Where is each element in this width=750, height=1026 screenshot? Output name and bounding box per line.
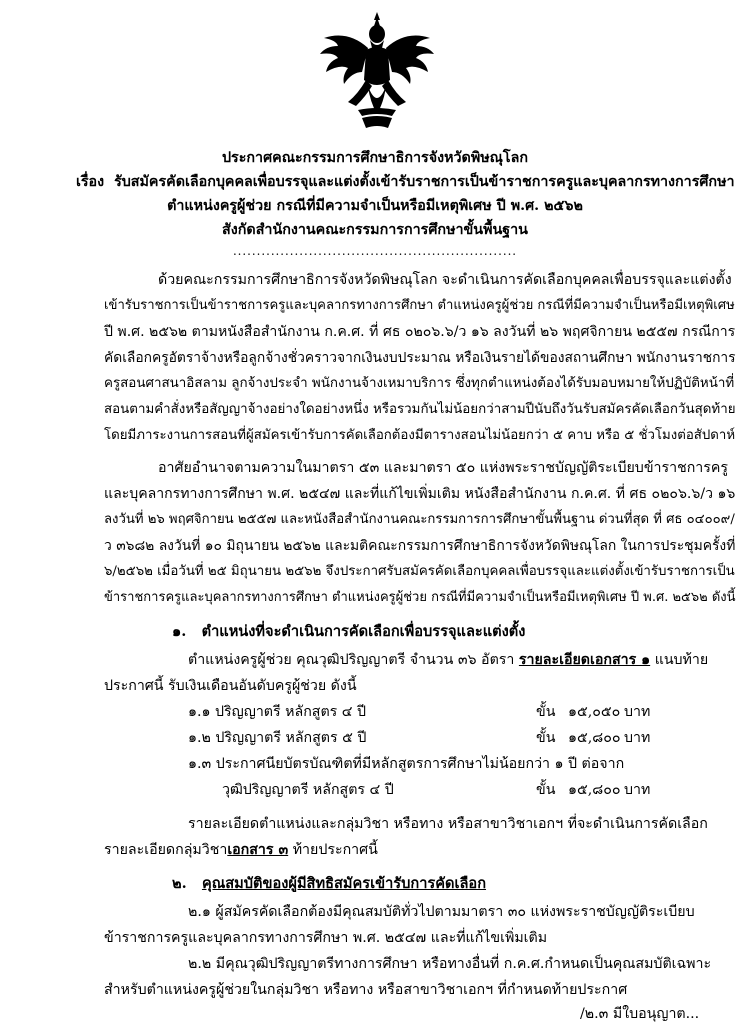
- section-1-number: ๑.: [172, 623, 187, 640]
- para2-line: อาศัยอำนาจตามความในมาตรา ๕๓ และมาตรา ๕๐ แห่งพระราชบัญญัติระเบียบข้าราชการครู: [158, 460, 728, 476]
- para2-line: ข้าราชการครูและบุคลากรทางการศึกษา ตำแหน่งครูผู้ช่วย กรณีที่มีความจำเป็นหรือมีเหตุพิเศษ ปี พ.ศ. ๒๕๖๒ ดังนี้: [104, 590, 736, 605]
- subject-line: [76, 172, 735, 192]
- section-2-item-2: ๒.๒ มีคุณวุฒิปริญญาตรีทางการศึกษา หรือทางอื่นที่ ก.ค.ศ.กำหนดเป็นคุณสมบัติเฉพาะ: [188, 956, 712, 972]
- para1-line: ครูสอนศาสนาอิสลาม ลูกจ้างประจำ พนักงานจ้างเหมาบริการ ซึ่งทุกตำแหน่งต้องได้รับมอบหมายให้ปฏิบัติหน้าที่: [104, 376, 735, 391]
- garuda-emblem-icon: [318, 10, 436, 132]
- salary-amount: ๑๕,๘๐๐: [568, 782, 621, 798]
- section-1-heading: [172, 622, 525, 642]
- position-count-text: ตำแหน่งครูผู้ช่วย คุณวุฒิปริญญาตรี จำนวน ๓๖ อัตรา: [188, 652, 515, 668]
- page-continued-marker: /๒.๓ มีใบอนุญาต...: [580, 1006, 700, 1022]
- section-2-title: คุณสมบัติของผู้มีสิทธิสมัครเข้ารับการคัดเลือก: [201, 875, 487, 892]
- salary-step: ขั้น: [536, 704, 556, 720]
- subject-text: รับสมัครคัดเลือกบุคคลเพื่อบรรจุและแต่งตั้งเข้ารับราชการเป็นข้าราชการครูและบุคลากรทางการศึกษา: [114, 174, 735, 190]
- salary-amount: ๑๕,๘๐๐: [568, 730, 621, 746]
- salary-unit: บาท: [624, 782, 651, 798]
- salary-item-label-cont: วุฒิปริญญาตรี หลักสูตร ๔ ปี: [222, 782, 394, 798]
- document-1-link[interactable]: รายละเอียดเอกสาร ๑: [518, 652, 651, 668]
- para1-line: โดยมีภาระงานการสอนที่ผู้สมัครเข้ารับการคัดเลือกต้องมีตารางสอนไม่น้อยกว่า ๕ คาบ หรือ ๕ ชั่วโมงต่อสัปดาห์: [104, 428, 736, 443]
- section-1-detail-line: รายละเอียดตำแหน่งและกลุ่มวิชา หรือทาง หรือสาขาวิชาเอกฯ ที่จะดำเนินการคัดเลือก: [188, 816, 708, 832]
- attached-text: แนบท้าย: [654, 652, 709, 668]
- section-2-item-1-cont: ข้าราชการครูและบุคลากรทางการศึกษา พ.ศ. ๒๕๔๗ และที่แก้ไขเพิ่มเติม: [104, 930, 548, 946]
- para2-line: ว ๓๖๘๒ ลงวันที่ ๑๐ มิถุนายน ๒๕๖๒ และมติคณะกรรมการศึกษาธิการจังหวัดพิษณุโลก ในการประชุมครั้งที่: [104, 538, 736, 554]
- para1-line: สอนตามคำสั่งหรือสัญญาจ้างอย่างใดอย่างหนึ่ง หรือรวมกันไม่น้อยกว่าสามปีนับถึงวันรับสมัครคัดเลือกวันสุดท้าย: [104, 402, 736, 417]
- agency-title: สังกัดสำนักงานคณะกรรมการการศึกษาขั้นพื้นฐาน: [222, 222, 528, 238]
- salary-unit: บาท: [624, 704, 651, 720]
- detail-suffix: ท้ายประกาศนี้: [292, 842, 378, 858]
- salary-item-label: ๑.๑ ปริญญาตรี หลักสูตร ๔ ปี: [188, 704, 367, 720]
- detail-prefix: รายละเอียดกลุ่มวิชา: [104, 842, 228, 858]
- section-2-item-1: ๒.๑ ผู้สมัครคัดเลือกต้องมีคุณสมบัติทั่วไปตามมาตรา ๓๐ แห่งพระราชบัญญัติระเบียบ: [188, 904, 695, 920]
- document-3-link[interactable]: เอกสาร ๓: [227, 842, 289, 858]
- para2-line: และบุคลากรทางการศึกษา พ.ศ. ๒๕๔๗ และที่แก้ไขเพิ่มเติม หนังสือสำนักงาน ก.ค.ศ. ที่ ศธ ๐๒๐๖.๖/ว ๑๖: [104, 486, 736, 502]
- salary-unit: บาท: [624, 730, 651, 746]
- salary-intro: ประกาศนี้ รับเงินเดือนอันดับครูผู้ช่วย ดังนี้: [104, 678, 357, 694]
- section-1-title: ตำแหน่งที่จะดำเนินการคัดเลือกเพื่อบรรจุและแต่งตั้ง: [201, 623, 526, 640]
- section-2-number: ๒.: [172, 875, 187, 892]
- announcement-title: ประกาศคณะกรรมการศึกษาธิการจังหวัดพิษณุโลก: [221, 150, 529, 166]
- salary-step: ขั้น: [536, 730, 556, 746]
- para2-line: ลงวันที่ ๒๖ พฤศจิกายน ๒๕๕๗ และหนังสือสำนักงานคณะกรรมการการศึกษาขั้นพื้นฐาน ด่วนที่สุด ที่ ศธ ๐๔๐๐๙/: [104, 512, 735, 527]
- salary-item-label: ๑.๓ ประกาศนียบัตรบัณฑิตที่มีหลักสูตรการศึกษาไม่น้อยกว่า ๑ ปี ต่อจาก: [188, 756, 625, 772]
- salary-amount: ๑๕,๐๕๐: [568, 704, 621, 720]
- para1-line: ปี พ.ศ. ๒๕๖๒ ตามหนังสือสำนักงาน ก.ค.ศ. ที่ ศธ ๐๒๐๖.๖/ว ๑๖ ลงวันที่ ๒๖ พฤศจิกายน ๒๕๕๗ กรณีการ: [104, 324, 736, 340]
- section-1-position-line: [188, 650, 708, 670]
- section-2-item-2-cont: สำหรับตำแหน่งครูผู้ช่วยในกลุ่มวิชา หรือทาง หรือสาขาวิชาเอกฯ ที่กำหนดท้ายประกาศ: [104, 982, 628, 998]
- salary-item-label: ๑.๒ ปริญญาตรี หลักสูตร ๕ ปี: [188, 730, 367, 746]
- para1-line: เข้ารับราชการเป็นข้าราชการครูและบุคลากรทางการศึกษา ตำแหน่งครูผู้ช่วย กรณีที่มีความจำเป็นหรือมีเหตุพิเศษ: [104, 298, 735, 313]
- para2-line: ๖/๒๕๖๒ เมื่อวันที่ ๒๕ มิถุนายน ๒๕๖๒ จึงประกาศรับสมัครคัดเลือกบุคคลเพื่อบรรจุและแต่งตั้งเข้ารับราชการเป็น: [104, 564, 735, 579]
- header-separator: ............................................................: [232, 244, 518, 258]
- section-2-heading: [172, 874, 486, 894]
- position-title: ตำแหน่งครูผู้ช่วย กรณีที่มีความจำเป็นหรือมีเหตุพิเศษ ปี พ.ศ. ๒๕๖๒: [167, 198, 583, 214]
- para1-line: ด้วยคณะกรรมการศึกษาธิการจังหวัดพิษณุโลก จะดำเนินการคัดเลือกบุคคลเพื่อบรรจุและแต่งตั้ง: [158, 272, 732, 288]
- para1-line: คัดเลือกครูอัตราจ้างหรือลูกจ้างชั่วคราวจากเงินงบประมาณ หรือเงินรายได้ของสถานศึกษา พนักงานราชการ: [104, 350, 736, 366]
- salary-step: ขั้น: [536, 782, 556, 798]
- section-1-detail-line-2: [104, 840, 378, 860]
- subject-label: เรื่อง: [76, 174, 105, 190]
